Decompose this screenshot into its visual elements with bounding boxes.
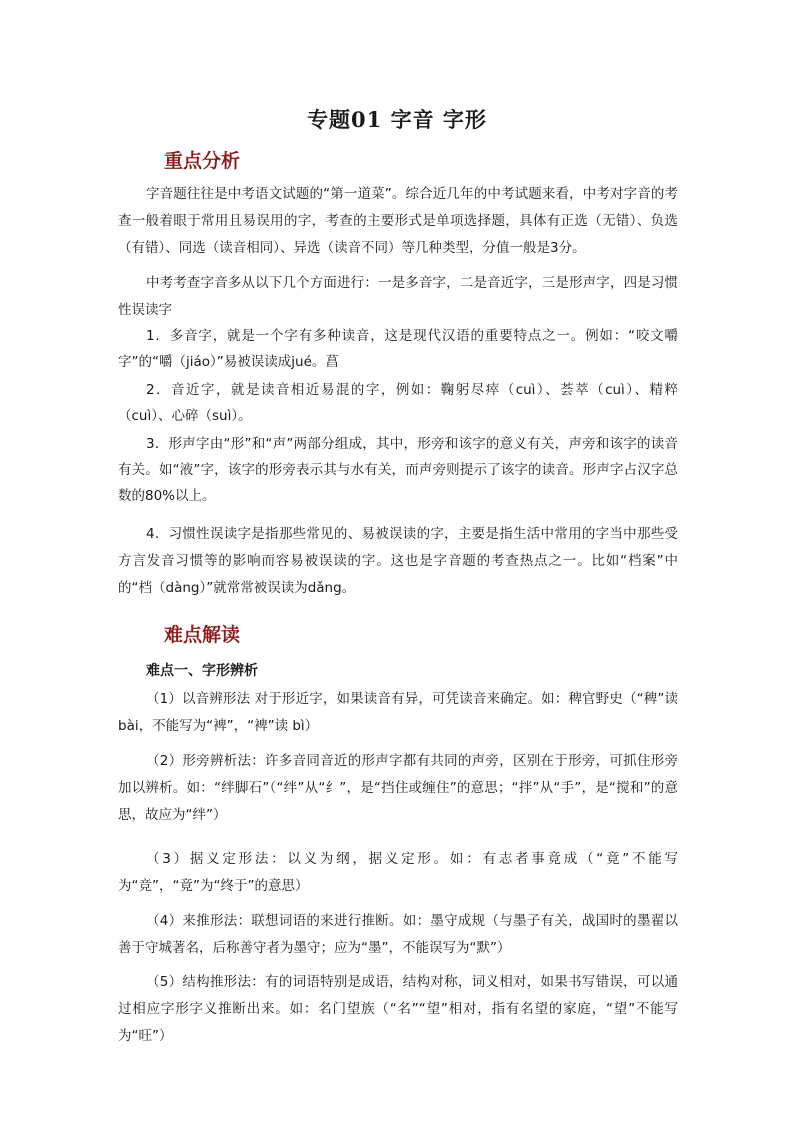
paragraph: 字音题往往是中考语文试题的“第一道菜”。综合近几年的中考试题来看，中考对字音的考查一般着眼于常用且易误用的字，考查的主要形式是单项选择题，具体有正选（无错）、负选（有错）、同选（读音相同）、异选（读音不同）等几种类型，分值一般是3分。 [118, 186, 678, 256]
paragraph: 3．形声字由“形”和“声”两部分组成，其中，形旁和该字的意义有关，声旁和该字的读音有关。如“液”字，该字的形旁表示其与水有关，而声旁则提示了该字的读音。形声字占汉字总数的80%以上。 [118, 436, 678, 504]
paragraph: 2．音近字，就是读音相近易混的字，例如：鞠躬尽瘁（cuì）、荟萃（cuì）、精粹（cuì）、心碎（suì）。 [118, 382, 678, 424]
paragraph: 4．习惯性误读字是指那些常见的、易被误读的字，主要是指生活中常用的字当中那些受方言发音习惯等的影响而容易被误读的字。这也是字音题的考查热点之一。比如“档案”中的“档（dàng）”就常常被误读为dǎng。 [118, 526, 678, 596]
section-heading-key-analysis: 重点分析 [164, 150, 241, 172]
paragraph: （2）形旁辨析法：许多音同音近的形声字都有共同的声旁，区别在于形旁，可抓住形旁加以辨析。如：“绊脚石”（“绊”从“纟”，是“挡住或缠住”的意思；“拌”从“手”，是“搅和”的意思，故应为“绊”） [118, 753, 678, 823]
paragraph: 中考考查字音多从以下几个方面进行：一是多音字，二是音近字，三是形声字，四是习惯性误读字 [118, 275, 678, 318]
paragraph: （1）以音辨形法 对于形近字，如果读音有异，可凭读音来确定。如：稗官野史（“稗”读 bài，不能写为“裨”，“裨”读 bì） [118, 691, 678, 734]
paragraph: （5）结构推形法：有的词语特别是成语，结构对称，词义相对，如果书写错误，可以通过相应字形字义推断出来。如：名门望族（“名”“望”相对，指有名望的家庭，“望”不能写为“旺”） [118, 974, 678, 1044]
section-heading-difficulty-reading: 难点解读 [164, 624, 241, 646]
paragraph: （4）来推形法：联想词语的来进行推断。如：墨守成规（与墨子有关，战国时的墨翟以善于守城著名，后称善守者为墨守；应为“墨”，不能误写为“默”） [118, 913, 678, 956]
paragraph: （3）据义定形法：以义为纲，据义定形。如：有志者事竟成（“竟”不能写为“竞”，“竟”为“终于”的意思） [118, 851, 678, 894]
paragraph: 1．多音字，就是一个字有多种读音，这是现代汉语的重要特点之一。例如：“咬文嚼字”的“嚼（jiáo）”易被误读成jué。菖 [118, 328, 678, 370]
document-title: 专题01 字音 字形 [307, 107, 487, 132]
sub-heading: 难点一、字形辨析 [146, 663, 258, 679]
